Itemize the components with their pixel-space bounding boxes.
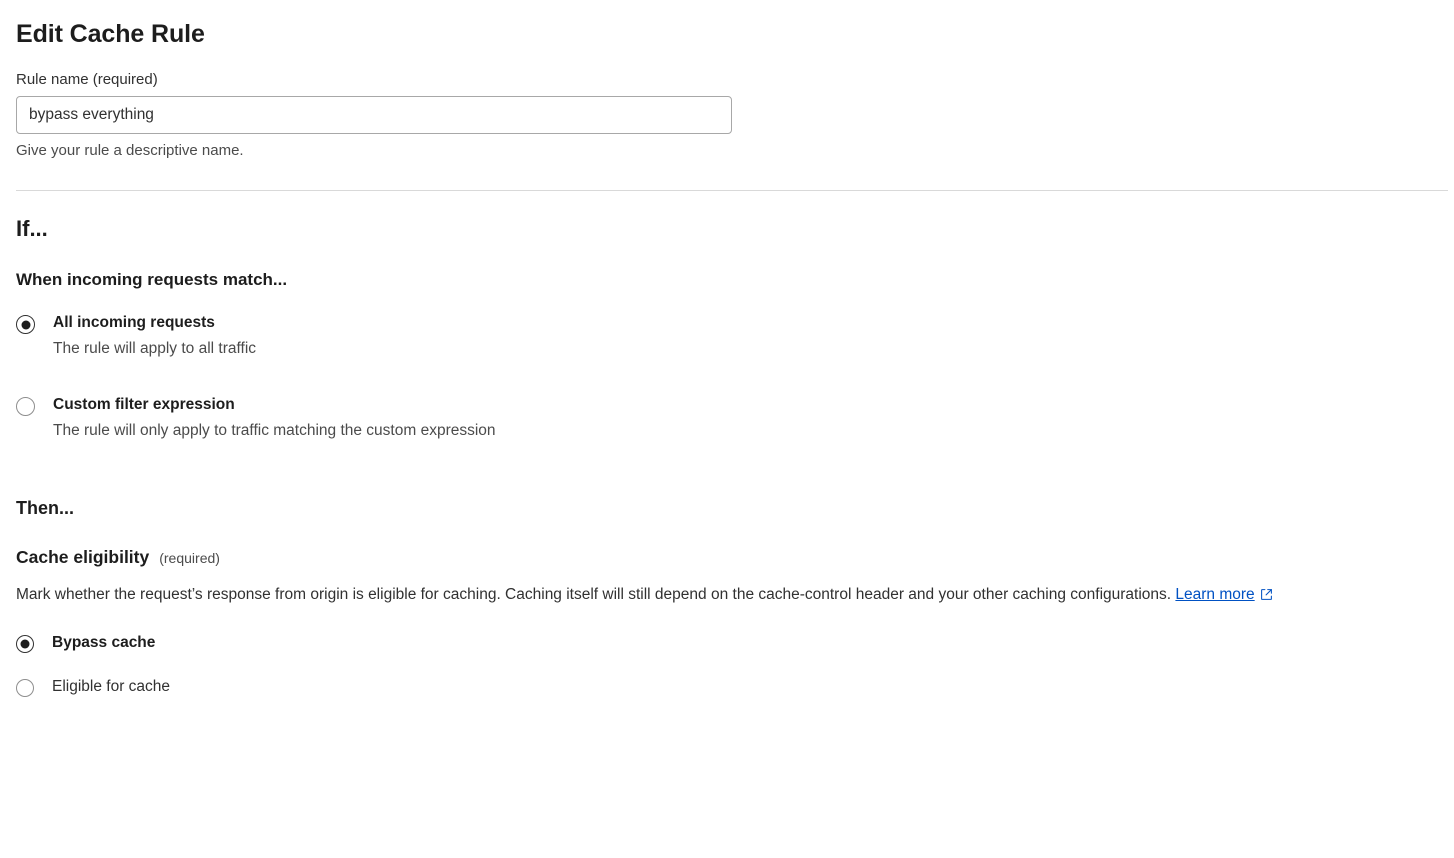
radio-option-eligible-for-cache[interactable] bbox=[16, 678, 1438, 697]
radio-option-all-incoming-requests[interactable] bbox=[16, 314, 1438, 358]
rule-name-label: Rule name (required) bbox=[16, 71, 158, 88]
if-section-subheading: When incoming requests match... bbox=[16, 270, 288, 289]
cache-eligibility-header bbox=[16, 547, 1438, 568]
radio-button-eligible-for-cache[interactable] bbox=[16, 679, 34, 697]
cache-eligibility-description bbox=[16, 584, 1436, 608]
radio-desc-all-incoming-requests: The rule will apply to all traffic bbox=[53, 339, 257, 357]
radio-label-eligible-for-cache: Eligible for cache bbox=[52, 678, 171, 696]
radio-button-custom-filter-expression[interactable] bbox=[16, 397, 35, 416]
rule-name-helper: Give your rule a descriptive name. bbox=[16, 142, 244, 159]
then-section-heading: Then... bbox=[16, 497, 74, 518]
external-link-icon bbox=[1260, 586, 1273, 608]
cache-eligibility-description-text: Mark whether the request’s response from origin is eligible for caching. Caching itself will still depend on the cache-control header and your other caching configurations. bbox=[16, 585, 1172, 603]
cache-eligibility-radio-group bbox=[16, 634, 1438, 697]
learn-more-link[interactable]: Learn more bbox=[1175, 585, 1255, 603]
page-title: Edit Cache Rule bbox=[16, 20, 205, 48]
cache-eligibility-required-note: (required) bbox=[159, 549, 220, 566]
radio-label-custom-filter-expression: Custom filter expression bbox=[53, 395, 235, 413]
incoming-requests-radio-group bbox=[16, 314, 1438, 440]
rule-name-input[interactable] bbox=[16, 96, 732, 134]
radio-button-all-incoming-requests[interactable] bbox=[16, 315, 35, 334]
radio-desc-custom-filter-expression: The rule will only apply to traffic matching the custom expression bbox=[53, 421, 496, 439]
section-divider bbox=[16, 190, 1448, 191]
radio-option-custom-filter-expression[interactable] bbox=[16, 396, 1438, 440]
radio-label-all-incoming-requests: All incoming requests bbox=[53, 314, 215, 331]
cache-eligibility-title: Cache eligibility bbox=[16, 546, 150, 567]
radio-label-bypass-cache: Bypass cache bbox=[52, 634, 156, 652]
if-section-heading: If... bbox=[16, 216, 48, 241]
radio-button-bypass-cache[interactable] bbox=[16, 635, 34, 653]
radio-option-bypass-cache[interactable] bbox=[16, 634, 1438, 653]
